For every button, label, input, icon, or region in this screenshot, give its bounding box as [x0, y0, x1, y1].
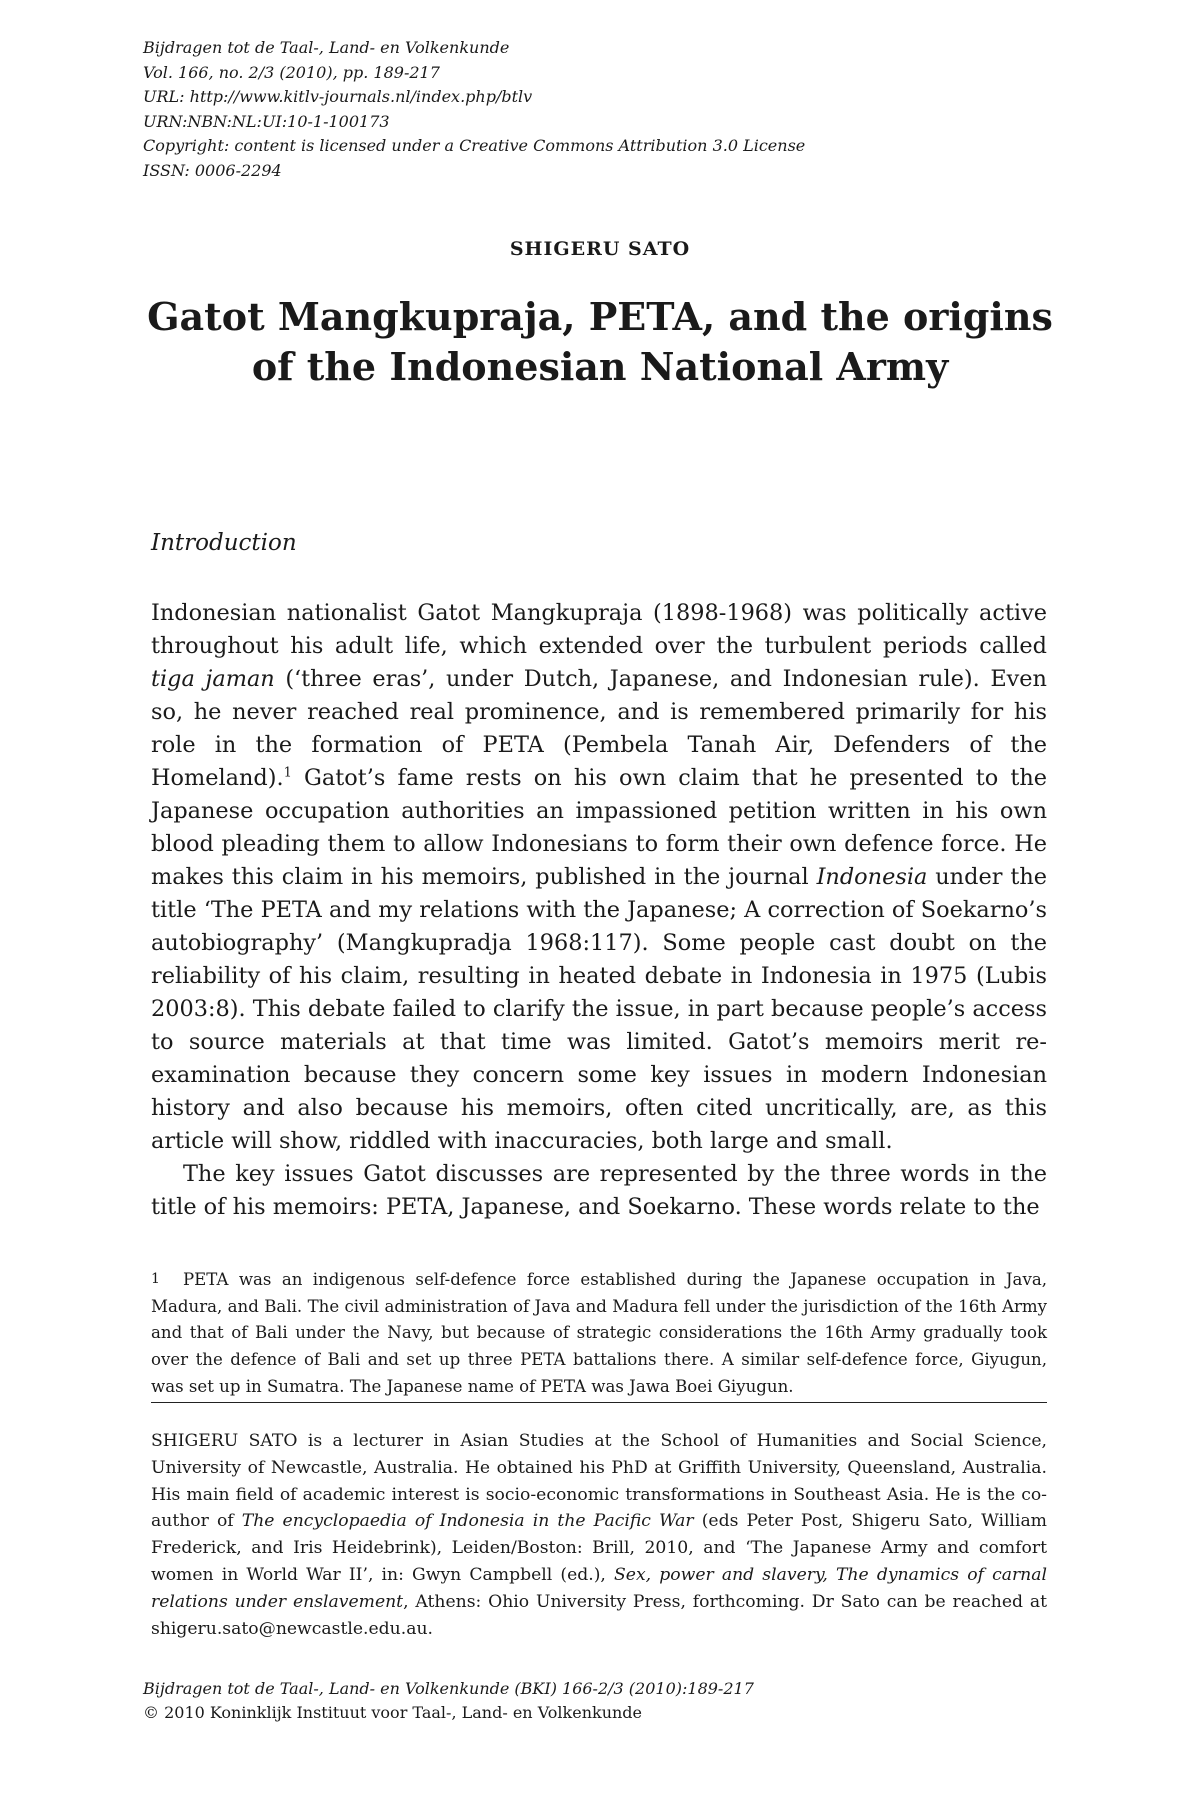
journal-name: Bijdragen tot de Taal-, Land- en Volkenkunde — [143, 38, 510, 57]
footnote-text: PETA was an indigenous self-defence force established during the Japanese occupation in Java, Madura, and Bali. The civil administration of Java and Madura fell under the jurisdiction of the 16th Army and that of Bali under the Navy, but because of strategic considerations the 16th Army gradually took over the defence of Bali and set up three PETA battalions there. A similar self-defence force, Giyugun, was set up in Sumatra. The Japanese name of PETA was Jawa Boei Giyugun. — [151, 1270, 1047, 1396]
author-name: SHIGERU SATO — [509, 238, 691, 260]
italic-book-title: Sex, power and slavery, The dynamics of carnal relations under enslavement — [151, 1564, 1047, 1612]
journal-metadata — [143, 36, 805, 183]
article-title — [0, 292, 1200, 392]
italic-term: tiga jaman — [151, 666, 275, 692]
author-bio — [151, 1428, 1047, 1642]
italic-journal-name: Indonesia — [816, 864, 928, 890]
issn: ISSN: 0006-2294 — [143, 160, 282, 180]
bio-text: , Athens: Ohio University Press, forthcoming. Dr Sato can be reached at shigeru.sato@newcastle.edu.au. — [151, 1591, 1047, 1639]
footer-copyright: © 2010 Koninklijk Instituut voor Taal-, Land- en Volkenkunde — [143, 1703, 643, 1722]
journal-url: URL: http://www.kitlv-journals.nl/index.php/btlv — [143, 87, 533, 106]
italic-book-title: The encyclopaedia of Indonesia in the Pacific War — [241, 1511, 694, 1532]
footer-citation: Bijdragen tot de Taal-, Land- en Volkenkunde (BKI) 166-2/3 (2010):189-217 — [143, 1679, 754, 1698]
title-line: Gatot Mangkupraja, PETA, and the origins — [147, 294, 1053, 339]
paragraph-text: (‘three eras’, under Dutch, Japanese, and Indonesian rule). Even so, he never reached real prominence, and is remembered primarily for his role in the formation of PETA (Pembela Tanah Air, Defenders of the Homeland). — [151, 666, 1047, 791]
footnote-number: 1 — [151, 1271, 160, 1287]
title-line: of the Indonesian National Army — [251, 344, 949, 389]
paragraph — [151, 597, 1047, 1158]
urn-identifier: URN:NBN:NL:UI:10-1-100173 — [143, 111, 390, 131]
bio-text: SHIGERU SATO is a lecturer in Asian Studies at the School of Humanities and Social Science, University of Newcastle, Australia. He obtained his PhD at Griffith University, Queensland, Australia. His main field of academic interest is socio-economic transformations in Southeast Asia. He is the co-author of — [151, 1431, 1047, 1532]
paragraph-text: under the title ‘The PETA and my relations with the Japanese; A correction of Soekarno’s autobiography’ (Mangkupradja 1968:117). Some people cast doubt on the reliability of his claim, resulting in heated debate in Indonesia in 1975 (Lubis 2003:8). This debate failed to clarify the issue, in part because people’s access to source materials at that time was limited. Gatot’s memoirs merit re-examination because they concern some key issues in modern Indonesian history and also because his memoirs, often cited uncritically, are, as this article will show, riddled with inaccuracies, both large and small. — [151, 864, 1047, 1154]
footnote-reference[interactable]: 1 — [283, 765, 292, 781]
section-heading: Introduction — [151, 530, 297, 556]
paragraph-text: Indonesian nationalist Gatot Mangkupraja (1898-1968) was politically active throughout his adult life, which extended over the turbulent periods called — [151, 600, 1047, 659]
paragraph: The key issues Gatot discusses are represented by the three words in the title of his memoirs: PETA, Japanese, and Soekarno. These words relate to the — [151, 1161, 1047, 1220]
footnote — [151, 1266, 1047, 1401]
license-notice: Copyright: content is licensed under a Creative Commons Attribution 3.0 License — [143, 136, 806, 155]
bio-text: (eds Peter Post, Shigeru Sato, William Frederick, and Iris Heidebrink), Leiden/Boston: Brill, 2010, and ‘The Japanese Army and comfort women in World War II’, in: Gwyn Campbell (ed.), — [151, 1511, 1047, 1585]
volume-info: Vol. 166, no. 2/3 (2010), pp. 189-217 — [143, 62, 440, 82]
divider — [151, 1402, 1047, 1403]
body-text — [151, 597, 1047, 1224]
page-footer — [143, 1677, 754, 1725]
paragraph-text: Gatot’s fame rests on his own claim that he presented to the Japanese occupation authorities an impassioned petition written in his own blood pleading them to allow Indonesians to form their own defence force. He makes this claim in his memoirs, published in the journal — [151, 765, 1047, 890]
